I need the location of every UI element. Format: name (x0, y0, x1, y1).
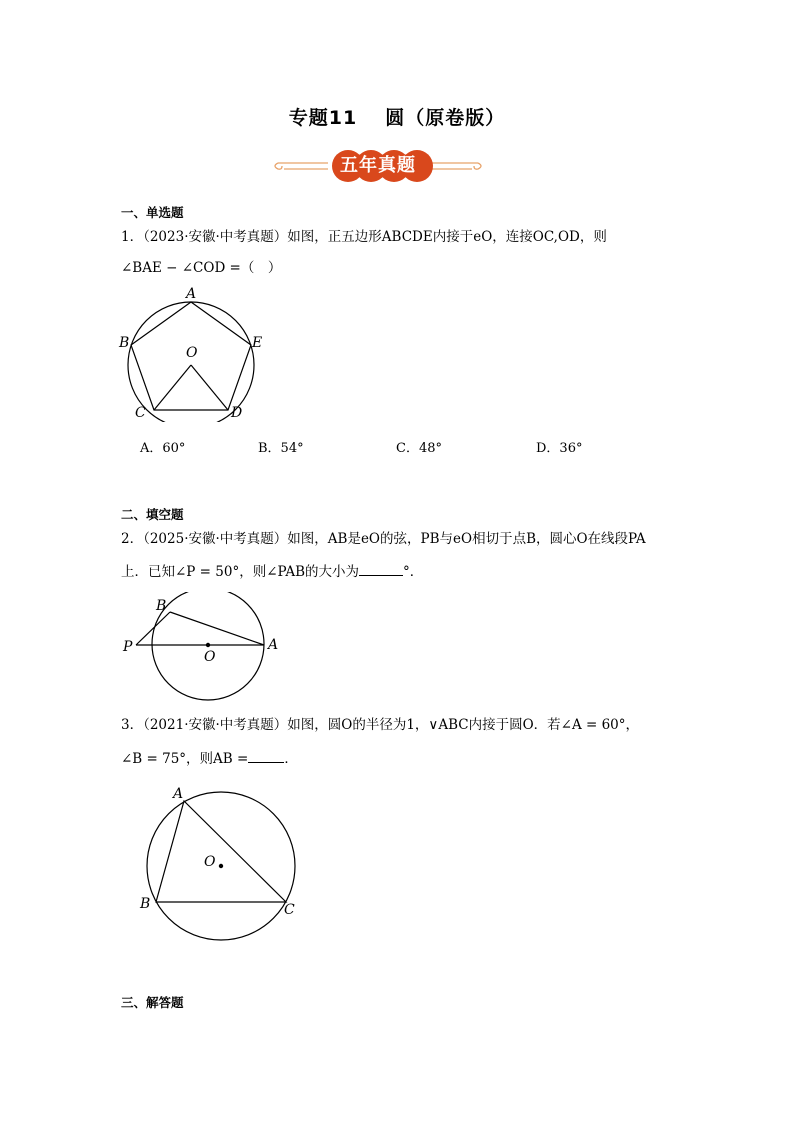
label-p: P (123, 639, 133, 655)
segment-oc (154, 365, 191, 410)
q2-answer-blank[interactable] (359, 561, 403, 576)
q2-stem-line2-text: 上．已知∠P = 50°，则∠PAB的大小为 (121, 564, 360, 580)
five-year-banner (270, 146, 486, 186)
q2-stem-line1: 2．（2025·安徽·中考真题）如图，AB是eO的弦，PB与eO相切于点B，圆心O在线段PA (121, 531, 646, 547)
center-dot (206, 643, 210, 647)
label-d: D (231, 405, 243, 421)
section-fill-blank: 二、填空题 (121, 507, 184, 522)
q3-stem-line2-end: ． (284, 751, 298, 767)
page-title (0, 103, 794, 130)
q1-option-d[interactable]: D．36° (536, 441, 583, 456)
label-o: O (204, 854, 216, 870)
label-b: B (140, 896, 151, 912)
tangent-pb (136, 612, 170, 645)
q3-answer-blank[interactable] (248, 748, 284, 763)
label-b: B (156, 598, 167, 614)
title-subject: 圆（原卷版） (385, 107, 506, 129)
q2-tangent-figure (118, 592, 288, 702)
q3-triangle-figure (135, 780, 310, 945)
q3-stem-line2 (121, 748, 298, 769)
chord-ab (170, 612, 264, 645)
section-free-response: 三、解答题 (121, 995, 184, 1010)
center-dot (219, 864, 223, 868)
label-b: B (119, 335, 130, 351)
label-a: A (173, 786, 184, 802)
label-a: A (186, 286, 197, 302)
q1-option-b[interactable]: B．54° (258, 441, 304, 456)
banner-label: 五年真题 (340, 155, 416, 176)
label-c: C (135, 405, 146, 421)
title-topic: 专题11 (288, 107, 358, 129)
q2-stem-line2 (121, 561, 423, 582)
label-a: A (268, 637, 279, 653)
q1-stem-line2: ∠BAE − ∠COD =（ ） (121, 260, 282, 276)
circle-o (128, 302, 254, 422)
label-o: O (186, 345, 198, 361)
q1-option-c[interactable]: C．48° (396, 441, 442, 456)
q1-stem-line1: 1．（2023·安徽·中考真题）如图，正五边形ABCDE内接于eO，连接OC,OD，则 (121, 229, 607, 245)
q3-stem-line2-text: ∠B = 75°，则AB = (121, 751, 249, 767)
section-single-choice: 一、单选题 (121, 205, 184, 220)
q1-pentagon-figure (110, 282, 270, 422)
q1-option-a[interactable]: A．60° (140, 441, 186, 456)
label-o: O (204, 649, 216, 665)
triangle-abc (156, 801, 286, 902)
q2-stem-line2-end: °． (403, 564, 424, 580)
q3-stem-line1: 3．（2021·安徽·中考真题）如图，圆O的半径为1，∨ABC内接于圆O．若∠A = 60°， (121, 717, 640, 733)
label-c: C (284, 902, 295, 918)
label-e: E (252, 335, 263, 351)
segment-od (191, 365, 228, 410)
